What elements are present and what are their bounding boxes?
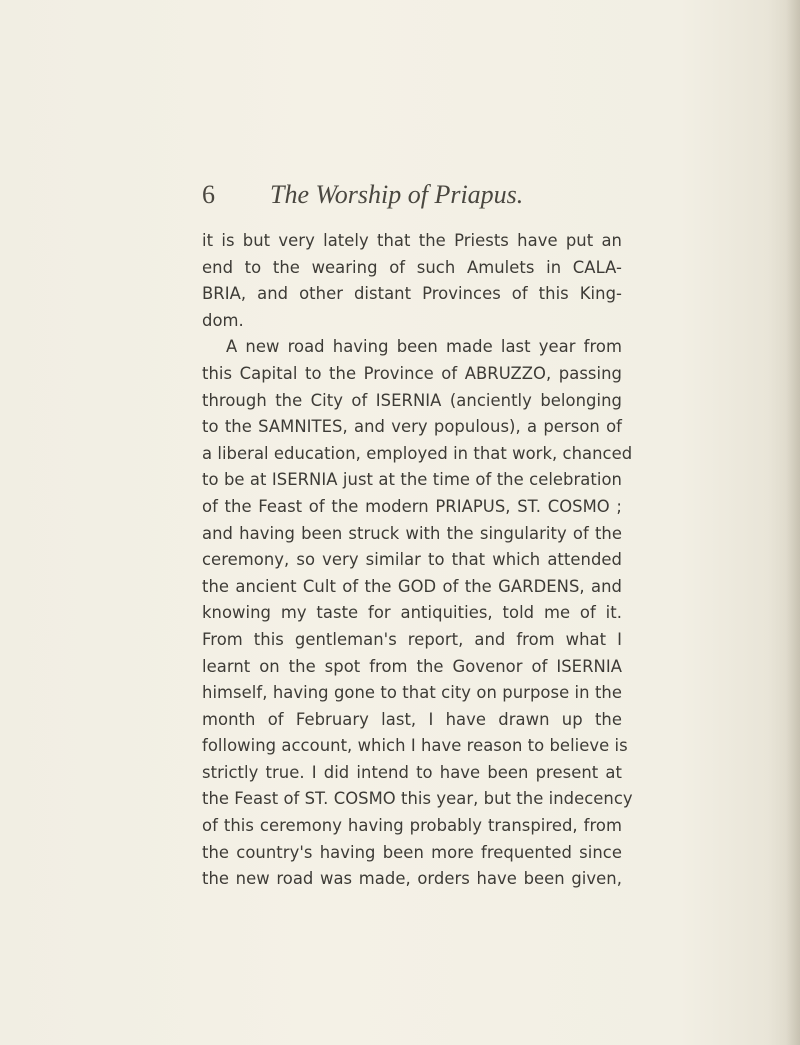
text-line: following account, which I have reason to believe is bbox=[202, 736, 628, 756]
text-line: the Feast of ST. COSMO this year, but the indecency bbox=[202, 789, 633, 809]
text-line: From this gentleman's report, and from what I bbox=[202, 629, 622, 649]
page-edge-shadow bbox=[786, 0, 800, 1045]
text-line: A new road having been made last year from bbox=[226, 337, 622, 357]
text-line: through the City of ISERNIA (anciently belonging bbox=[202, 390, 622, 410]
text-line: a liberal education, employed in that work, chanced bbox=[202, 443, 633, 463]
text-line: the new road was made, orders have been given, bbox=[202, 869, 622, 889]
text-line: the country's having been more frequented since bbox=[202, 842, 622, 862]
text-line: of the Feast of the modern PRIAPUS, ST. COSMO ; bbox=[202, 496, 622, 516]
text-line: himself, having gone to that city on purpose in the bbox=[202, 683, 622, 703]
text-line: knowing my taste for antiquities, told me of it. bbox=[202, 603, 622, 623]
text-line: strictly true. I did intend to have been present at bbox=[202, 762, 622, 782]
text-line: of this ceremony having probably transpired, from bbox=[202, 816, 622, 836]
text-line: dom. bbox=[202, 310, 244, 330]
text-line: to be at ISERNIA just at the time of the celebration bbox=[202, 470, 622, 490]
running-title: The Worship of Priapus. bbox=[270, 180, 524, 209]
text-line: to the SAMNITES, and very populous), a person of bbox=[202, 417, 622, 437]
text-line: end to the wearing of such Amulets in CALA- bbox=[202, 257, 622, 277]
body-text bbox=[202, 228, 633, 893]
text-line: month of February last, I have drawn up the bbox=[202, 709, 622, 729]
text-line: it is but very lately that the Priests have put an bbox=[202, 231, 622, 250]
text-line: learnt on the spot from the Govenor of ISERNIA bbox=[202, 656, 622, 676]
paragraph bbox=[202, 228, 622, 334]
running-head bbox=[202, 180, 622, 214]
page-number: 6 bbox=[202, 180, 215, 209]
text-line: this Capital to the Province of ABRUZZO, passing bbox=[202, 363, 622, 383]
text-line: the ancient Cult of the GOD of the GARDENS, and bbox=[202, 576, 622, 596]
text-line: ceremony, so very similar to that which attended bbox=[202, 550, 622, 570]
text-line: BRIA, and other distant Provinces of this King- bbox=[202, 284, 622, 304]
paragraph bbox=[202, 334, 633, 892]
text-line: and having been struck with the singularity of the bbox=[202, 523, 622, 543]
